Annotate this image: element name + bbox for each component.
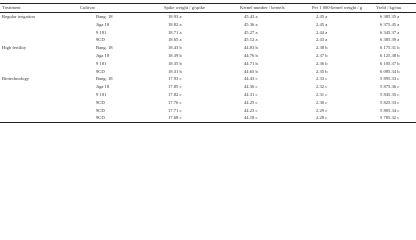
spike-weight-cell: 17.93 c bbox=[168, 76, 182, 82]
yield-cell: 6 105.37 b bbox=[380, 60, 400, 66]
treatment-cell bbox=[0, 52, 78, 60]
treatment-cell bbox=[0, 99, 78, 107]
cultivar-cell: 9CD bbox=[96, 37, 105, 43]
kernel-weight-cell: 2.38 b bbox=[316, 45, 328, 51]
table-row bbox=[0, 83, 416, 91]
spike-weight-cell: 18.71 a bbox=[168, 29, 182, 35]
table-row bbox=[0, 60, 416, 68]
table-row bbox=[0, 21, 416, 29]
kernel-number-cell: 45.12 a bbox=[244, 37, 258, 43]
yield-cell: 5 825.33 c bbox=[380, 99, 400, 105]
treatment-cell bbox=[0, 68, 78, 76]
treatment-cell bbox=[0, 29, 78, 37]
kernel-weight-cell: 2.37 b bbox=[316, 52, 328, 58]
kernel-weight-cell: 2.45 a bbox=[316, 14, 328, 19]
cultivar-cell: Jiga 18 bbox=[96, 21, 110, 27]
yield-cell: 5 785.32 c bbox=[380, 115, 400, 121]
treatment-cell bbox=[0, 36, 78, 44]
cultivar-cell: 9CD bbox=[96, 107, 105, 113]
yield-cell: 6 175.31 b bbox=[380, 45, 400, 51]
kernel-weight-cell: 2.36 b bbox=[316, 60, 328, 66]
table-row bbox=[0, 44, 416, 52]
kernel-weight-cell: 2.31 c bbox=[316, 91, 328, 97]
table-row bbox=[0, 107, 416, 115]
treatment-cell bbox=[0, 21, 78, 29]
treatment-cell: High fertility bbox=[2, 45, 27, 51]
kernel-number-cell: 45.36 a bbox=[244, 21, 258, 27]
kernel-weight-cell: 2.44 a bbox=[316, 29, 328, 35]
kernel-number-cell: 44.23 c bbox=[244, 107, 258, 113]
header-kernel-number: Kernel number / kernels bbox=[240, 5, 285, 11]
kernel-weight-cell: 2.45 a bbox=[316, 21, 328, 27]
kernel-weight-cell: 2.43 a bbox=[316, 37, 328, 43]
spike-weight-cell: 17.76 c bbox=[168, 99, 182, 105]
kernel-weight-cell: 2.28 c bbox=[316, 115, 328, 121]
kernel-weight-cell: 2.33 c bbox=[316, 76, 328, 82]
spike-weight-cell: 18.43 b bbox=[168, 45, 182, 51]
treatment-cell bbox=[0, 83, 78, 91]
kernel-number-cell: 44.43 c bbox=[244, 76, 258, 82]
cultivar-cell: Bang. 18 bbox=[96, 45, 113, 51]
table-header bbox=[0, 4, 416, 13]
table-row bbox=[0, 91, 416, 99]
kernel-weight-cell: 2.35 b bbox=[316, 68, 328, 74]
table-row bbox=[0, 99, 416, 107]
treatment-cell: Biotechnology bbox=[2, 76, 30, 82]
spike-weight-cell: 18.35 b bbox=[168, 60, 182, 66]
treatment-cell bbox=[0, 114, 78, 122]
yield-cell: 6 085.34 b bbox=[380, 68, 400, 74]
header-row bbox=[0, 4, 416, 13]
yield-cell: 5 845.35 c bbox=[380, 91, 400, 97]
spike-weight-cell: 18.82 a bbox=[168, 21, 182, 27]
treatment-cell bbox=[0, 91, 78, 99]
cultivar-cell: Jiga 18 bbox=[96, 84, 110, 90]
spike-weight-cell: 18.31 b bbox=[168, 68, 182, 74]
kernel-number-cell: 45.43 a bbox=[244, 14, 258, 19]
spike-weight-cell: 17.68 c bbox=[168, 115, 182, 121]
spike-weight-cell: 18.65 a bbox=[168, 37, 182, 43]
cultivar-cell: 9CD bbox=[96, 115, 105, 121]
header-kernel-weight: Per 1 000-kernel weight / g bbox=[312, 5, 363, 11]
yield-cell: 5 805.34 c bbox=[380, 107, 400, 113]
header-treatment: Treatment bbox=[2, 5, 21, 11]
cultivar-cell: 9CD bbox=[96, 99, 105, 105]
yield-cell: 6 385.39 a bbox=[380, 37, 400, 43]
yield-cell: 6 345.37 a bbox=[380, 29, 400, 35]
kernel-weight-cell: 2.29 c bbox=[316, 107, 328, 113]
table-row bbox=[0, 68, 416, 76]
cultivar-cell: 9 181 bbox=[96, 91, 107, 97]
table-row bbox=[0, 52, 416, 60]
yield-cell: 5 895.33 c bbox=[380, 76, 400, 82]
kernel-number-cell: 44.83 b bbox=[244, 45, 258, 51]
cultivar-cell: 9CD bbox=[96, 68, 105, 74]
cultivar-cell: Bang. 18 bbox=[96, 76, 113, 82]
kernel-weight-cell: 2.30 c bbox=[316, 99, 328, 105]
treatment-cell bbox=[0, 60, 78, 68]
table-row bbox=[0, 114, 416, 122]
kernel-number-cell: 44.36 c bbox=[244, 84, 258, 90]
spike-weight-cell: 17.82 c bbox=[168, 91, 182, 97]
spike-weight-cell: 18.39 b bbox=[168, 52, 182, 58]
kernel-number-cell: 44.18 c bbox=[244, 115, 258, 121]
header-cultivar: Cultivar bbox=[80, 5, 96, 11]
spike-weight-cell: 17.85 c bbox=[168, 84, 182, 90]
cultivar-cell: 9 181 bbox=[96, 29, 107, 35]
kernel-number-cell: 44.25 c bbox=[244, 99, 258, 105]
kernel-number-cell: 44.76 b bbox=[244, 52, 258, 58]
yield-cell: 6 125.38 b bbox=[380, 52, 400, 58]
table-body bbox=[0, 13, 416, 123]
header-spike-weight: Spike weight / g/spike bbox=[164, 5, 205, 11]
data-table bbox=[0, 3, 416, 123]
cultivar-cell: 9 181 bbox=[96, 60, 107, 66]
table-row bbox=[0, 75, 416, 83]
kernel-number-cell: 44.71 b bbox=[244, 60, 258, 66]
table-row bbox=[0, 29, 416, 37]
yield-cell: 6 375.45 a bbox=[380, 21, 400, 27]
cultivar-cell: Jiga 18 bbox=[96, 52, 110, 58]
table-row bbox=[0, 13, 416, 21]
treatment-cell bbox=[0, 107, 78, 115]
yield-cell: 6 385.35 a bbox=[380, 14, 400, 19]
kernel-number-cell: 44.65 b bbox=[244, 68, 258, 74]
spike-weight-cell: 17.71 c bbox=[168, 107, 182, 113]
spike-weight-cell: 18.93 a bbox=[168, 14, 182, 19]
kernel-number-cell: 44.31 c bbox=[244, 91, 258, 97]
cultivar-cell: Bang. 18 bbox=[96, 14, 113, 19]
kernel-number-cell: 45.27 a bbox=[244, 29, 258, 35]
treatment-cell: Regular irrigation bbox=[2, 14, 35, 19]
yield-cell: 5 875.36 c bbox=[380, 84, 400, 90]
header-yield: Yield / kg/mu bbox=[376, 5, 402, 11]
kernel-weight-cell: 2.32 c bbox=[316, 84, 328, 90]
table-row bbox=[0, 36, 416, 44]
